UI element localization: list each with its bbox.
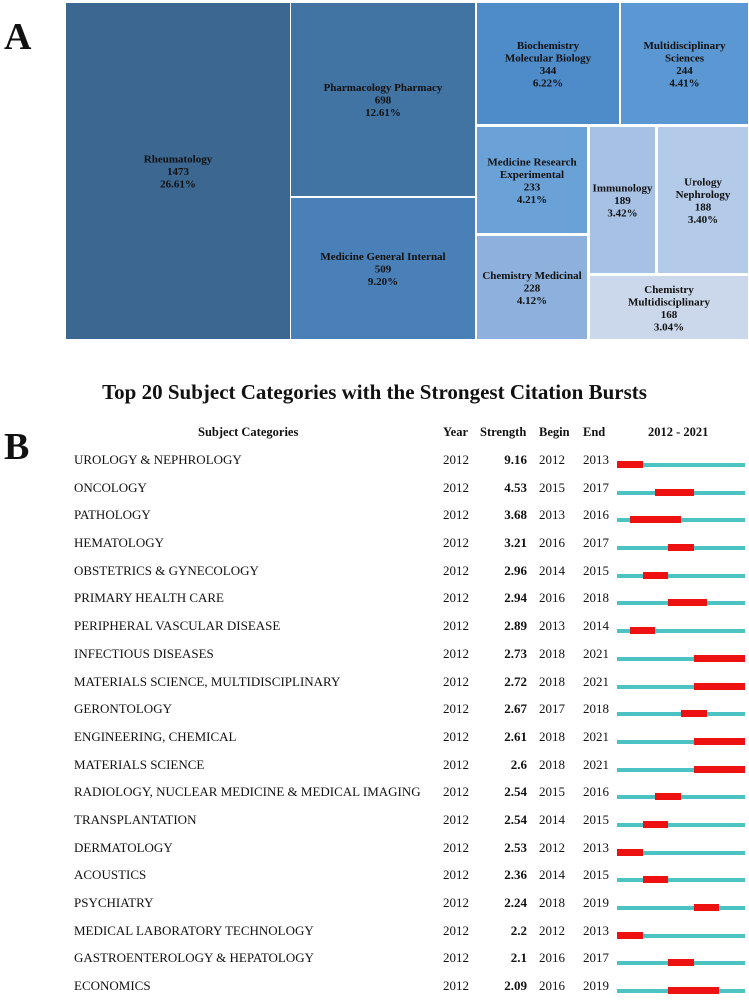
burst-bar xyxy=(617,932,643,939)
timeline-track xyxy=(617,823,745,827)
timeline-track xyxy=(617,934,745,938)
burst-bar xyxy=(630,627,656,634)
row-year: 2012 xyxy=(443,728,469,744)
burst-row xyxy=(0,446,749,474)
row-strength: 2.94 xyxy=(504,590,527,606)
row-strength: 2.1 xyxy=(510,950,527,966)
row-end: 2016 xyxy=(583,784,609,800)
row-end: 2021 xyxy=(583,756,609,772)
row-year: 2012 xyxy=(443,618,469,634)
row-strength: 2.36 xyxy=(504,867,527,883)
treemap-cell-percent: 26.61% xyxy=(160,178,196,191)
treemap-cell-percent: 12.61% xyxy=(365,107,401,119)
treemap-cell-count: 244 xyxy=(676,64,693,77)
burst-bar xyxy=(643,572,669,579)
burst-row xyxy=(0,612,749,640)
timeline-track xyxy=(617,851,745,855)
treemap-cell-percent: 4.21% xyxy=(516,193,548,206)
row-year: 2012 xyxy=(443,673,469,689)
burst-bar xyxy=(668,599,706,606)
category-name: ENGINEERING, CHEMICAL xyxy=(74,728,237,744)
row-strength: 2.72 xyxy=(504,673,527,689)
burst-row xyxy=(0,529,749,557)
burst-row xyxy=(0,474,749,502)
burst-bar xyxy=(694,683,745,690)
treemap-cell-name: Multidisciplinary xyxy=(628,296,710,309)
treemap-cell-name: Experimental xyxy=(499,168,565,181)
burst-bar xyxy=(668,544,694,551)
treemap-cell-count: 228 xyxy=(523,282,541,295)
category-name: MATERIALS SCIENCE, MULTIDISCIPLINARY xyxy=(74,673,341,689)
treemap-cell-count: 188 xyxy=(694,201,712,214)
category-name: PATHOLOGY xyxy=(74,507,151,523)
row-begin: 2016 xyxy=(539,535,565,551)
category-name: PERIPHERAL VASCULAR DISEASE xyxy=(74,618,281,634)
treemap-cell-name: Sciences xyxy=(664,52,705,65)
treemap-cell-name: Immunology xyxy=(592,182,653,195)
timeline-track xyxy=(617,546,745,550)
timeline-track xyxy=(617,685,745,689)
category-name: PSYCHIATRY xyxy=(74,895,154,910)
row-strength: 2.67 xyxy=(504,701,527,717)
burst-bar xyxy=(643,876,669,883)
burst-row xyxy=(0,640,749,668)
category-name: INFECTIOUS DISEASES xyxy=(74,645,214,661)
category-name: MATERIALS SCIENCE xyxy=(74,756,205,772)
burst-bar xyxy=(655,489,693,496)
row-year: 2012 xyxy=(443,590,469,606)
row-end: 2019 xyxy=(583,978,609,994)
category-name: ONCOLOGY xyxy=(74,479,147,495)
treemap-cell-name: Rheumatology xyxy=(143,153,213,166)
panel-a-label: A xyxy=(4,16,32,58)
category-name: PRIMARY HEALTH CARE xyxy=(74,590,225,606)
timeline-track xyxy=(617,768,745,772)
row-end: 2014 xyxy=(583,618,609,634)
row-strength: 2.53 xyxy=(504,839,527,855)
treemap-cell-percent: 3.04% xyxy=(653,321,685,334)
header-year-range: 2012 - 2021 xyxy=(648,425,709,439)
header-begin: Begin xyxy=(539,425,570,439)
burst-row xyxy=(0,695,749,723)
row-strength: 3.21 xyxy=(504,535,527,551)
row-strength: 2.54 xyxy=(504,811,527,827)
row-end: 2013 xyxy=(583,452,609,467)
burst-row xyxy=(0,861,749,889)
row-end: 2021 xyxy=(583,673,609,689)
burst-bar xyxy=(617,849,643,856)
row-strength: 2.89 xyxy=(504,618,527,634)
burst-row xyxy=(0,806,749,834)
row-begin: 2016 xyxy=(539,978,565,994)
row-end: 2017 xyxy=(583,535,609,551)
row-year: 2012 xyxy=(443,950,469,966)
treemap-cell-count: 189 xyxy=(614,195,631,207)
row-end: 2021 xyxy=(583,645,609,661)
treemap-cell-name: Chemistry xyxy=(644,283,694,296)
row-year: 2012 xyxy=(443,507,469,523)
treemap-cell-percent: 4.12% xyxy=(516,295,548,307)
timeline-track xyxy=(617,989,745,993)
treemap-cell xyxy=(291,198,475,339)
treemap-cell xyxy=(590,276,748,339)
treemap-cell xyxy=(291,3,475,196)
row-begin: 2018 xyxy=(539,645,565,661)
timeline-track xyxy=(617,491,745,495)
row-end: 2019 xyxy=(583,895,609,910)
row-year: 2012 xyxy=(443,784,469,800)
burst-bar xyxy=(694,904,720,911)
treemap-cell-name: Molecular Biology xyxy=(504,52,592,65)
burst-bar xyxy=(694,766,745,773)
row-year: 2012 xyxy=(443,922,469,938)
category-name: RADIOLOGY, NUCLEAR MEDICINE & MEDICAL IMAGING xyxy=(74,784,421,800)
row-year: 2012 xyxy=(443,701,469,717)
row-year: 2012 xyxy=(443,645,469,661)
treemap-cell-name: Nephrology xyxy=(675,188,731,201)
treemap-cell-name: Urology xyxy=(684,176,722,189)
row-year: 2012 xyxy=(443,756,469,772)
category-name: ECONOMICS xyxy=(74,978,151,994)
timeline-track xyxy=(617,906,745,910)
row-end: 2015 xyxy=(583,562,609,578)
row-year: 2012 xyxy=(443,535,469,551)
category-name: TRANSPLANTATION xyxy=(74,811,197,827)
treemap-cell-name: Medicine General Internal xyxy=(320,251,446,263)
treemap-cell-count: 509 xyxy=(374,263,392,276)
treemap-cell-percent: 3.40% xyxy=(687,213,719,226)
treemap-cell xyxy=(477,3,619,124)
timeline-track xyxy=(617,629,745,633)
row-end: 2015 xyxy=(583,867,609,883)
burst-row xyxy=(0,584,749,612)
treemap-cell-count: 233 xyxy=(523,181,541,194)
row-end: 2015 xyxy=(583,811,609,827)
row-end: 2017 xyxy=(583,950,609,966)
row-strength: 9.16 xyxy=(504,452,527,467)
burst-row xyxy=(0,889,749,917)
burst-row xyxy=(0,751,749,779)
row-strength: 2.96 xyxy=(504,562,527,578)
row-begin: 2015 xyxy=(539,784,565,800)
treemap-cell xyxy=(477,127,587,233)
row-end: 2016 xyxy=(583,507,609,523)
row-begin: 2012 xyxy=(539,452,565,467)
treemap-cell xyxy=(658,127,748,273)
category-name: MEDICAL LABORATORY TECHNOLOGY xyxy=(74,922,314,938)
row-year: 2012 xyxy=(443,978,469,994)
treemap-cell-percent: 4.41% xyxy=(669,77,700,90)
treemap-cell-percent: 3.42% xyxy=(607,207,638,220)
burst-row xyxy=(0,917,749,945)
row-year: 2012 xyxy=(443,479,469,495)
row-end: 2021 xyxy=(583,728,609,744)
category-name: UROLOGY & NEPHROLOGY xyxy=(74,452,242,467)
row-year: 2012 xyxy=(443,562,469,578)
row-begin: 2016 xyxy=(539,590,565,606)
panel-b-label: B xyxy=(4,426,30,468)
row-year: 2012 xyxy=(443,839,469,855)
category-name: DERMATOLOGY xyxy=(74,839,173,855)
category-name: GASTROENTEROLOGY & HEPATOLOGY xyxy=(74,950,315,966)
row-strength: 2.2 xyxy=(510,922,527,938)
burst-row xyxy=(0,668,749,696)
row-begin: 2018 xyxy=(539,728,565,744)
row-begin: 2018 xyxy=(539,895,565,910)
category-name: HEMATOLOGY xyxy=(74,535,165,551)
row-begin: 2018 xyxy=(539,673,565,689)
row-year: 2012 xyxy=(443,452,469,467)
row-strength: 3.68 xyxy=(504,507,527,523)
treemap-cell-count: 344 xyxy=(539,64,557,77)
row-begin: 2016 xyxy=(539,950,565,966)
treemap-cell-name: Medicine Research xyxy=(487,156,577,169)
burst-bar xyxy=(643,821,669,828)
treemap-chart xyxy=(0,0,749,345)
treemap-cell-count: 1473 xyxy=(167,166,189,178)
header-end: End xyxy=(583,425,606,439)
burst-row xyxy=(0,723,749,751)
burst-bar xyxy=(681,710,707,717)
timeline-track xyxy=(617,518,745,522)
burst-table-title: Top 20 Subject Categories with the Strongest Citation Bursts xyxy=(102,380,647,404)
burst-bar xyxy=(694,655,745,662)
burst-table-body xyxy=(0,446,749,1000)
row-begin: 2013 xyxy=(539,507,565,523)
row-begin: 2014 xyxy=(539,811,565,827)
row-end: 2017 xyxy=(583,479,609,495)
row-strength: 2.73 xyxy=(504,645,527,661)
category-name: ACOUSTICS xyxy=(74,867,147,883)
treemap-cell-name: Multidisciplinary xyxy=(643,39,726,52)
timeline-track xyxy=(617,740,745,744)
row-year: 2012 xyxy=(443,811,469,827)
treemap-cell xyxy=(477,236,587,339)
timeline-track xyxy=(617,601,745,605)
row-year: 2012 xyxy=(443,867,469,883)
row-begin: 2012 xyxy=(539,922,565,938)
row-strength: 2.54 xyxy=(504,784,527,800)
header-subject-categories: Subject Categories xyxy=(198,425,299,439)
burst-bar xyxy=(668,959,694,966)
row-strength: 2.09 xyxy=(504,978,527,994)
burst-row xyxy=(0,834,749,862)
row-end: 2013 xyxy=(583,922,609,938)
treemap-cell xyxy=(590,127,655,273)
burst-bar xyxy=(617,461,643,468)
row-begin: 2014 xyxy=(539,867,565,883)
timeline-track xyxy=(617,795,745,799)
row-begin: 2014 xyxy=(539,562,565,578)
row-strength: 2.6 xyxy=(510,756,527,772)
burst-bar xyxy=(694,738,745,745)
row-end: 2018 xyxy=(583,701,609,717)
burst-row xyxy=(0,778,749,806)
burst-bar xyxy=(668,987,719,994)
row-end: 2013 xyxy=(583,839,609,855)
row-begin: 2013 xyxy=(539,618,565,634)
treemap-cell-name: Chemistry Medicinal xyxy=(482,270,582,282)
row-end: 2018 xyxy=(583,590,609,606)
burst-bar xyxy=(655,793,681,800)
timeline-track xyxy=(617,574,745,578)
treemap-cell-count: 698 xyxy=(374,94,392,107)
timeline-track xyxy=(617,712,745,716)
header-strength: Strength xyxy=(480,425,527,439)
treemap-cell-count: 168 xyxy=(660,308,678,321)
burst-bar xyxy=(630,516,681,523)
row-begin: 2018 xyxy=(539,756,565,772)
row-begin: 2012 xyxy=(539,839,565,855)
row-strength: 4.53 xyxy=(504,479,527,495)
timeline-track xyxy=(617,657,745,661)
category-name: OBSTETRICS & GYNECOLOGY xyxy=(74,562,259,578)
row-strength: 2.61 xyxy=(504,728,527,744)
category-name: GERONTOLOGY xyxy=(74,701,172,717)
row-begin: 2017 xyxy=(539,701,565,717)
burst-row xyxy=(0,557,749,585)
treemap-cell-percent: 6.22% xyxy=(532,77,564,90)
treemap-cell xyxy=(66,3,290,339)
timeline-track xyxy=(617,463,745,467)
row-strength: 2.24 xyxy=(504,895,527,910)
timeline-track xyxy=(617,961,745,965)
row-begin: 2015 xyxy=(539,479,565,495)
timeline-track xyxy=(617,878,745,882)
burst-row xyxy=(0,944,749,972)
treemap-cell-name: Pharmacology Pharmacy xyxy=(323,82,443,94)
row-year: 2012 xyxy=(443,895,469,910)
burst-row xyxy=(0,501,749,529)
treemap-cell-percent: 9.20% xyxy=(367,276,399,288)
treemap-cell-name: Biochemistry xyxy=(516,39,580,52)
treemap-cell xyxy=(621,3,748,124)
header-year: Year xyxy=(443,425,468,439)
